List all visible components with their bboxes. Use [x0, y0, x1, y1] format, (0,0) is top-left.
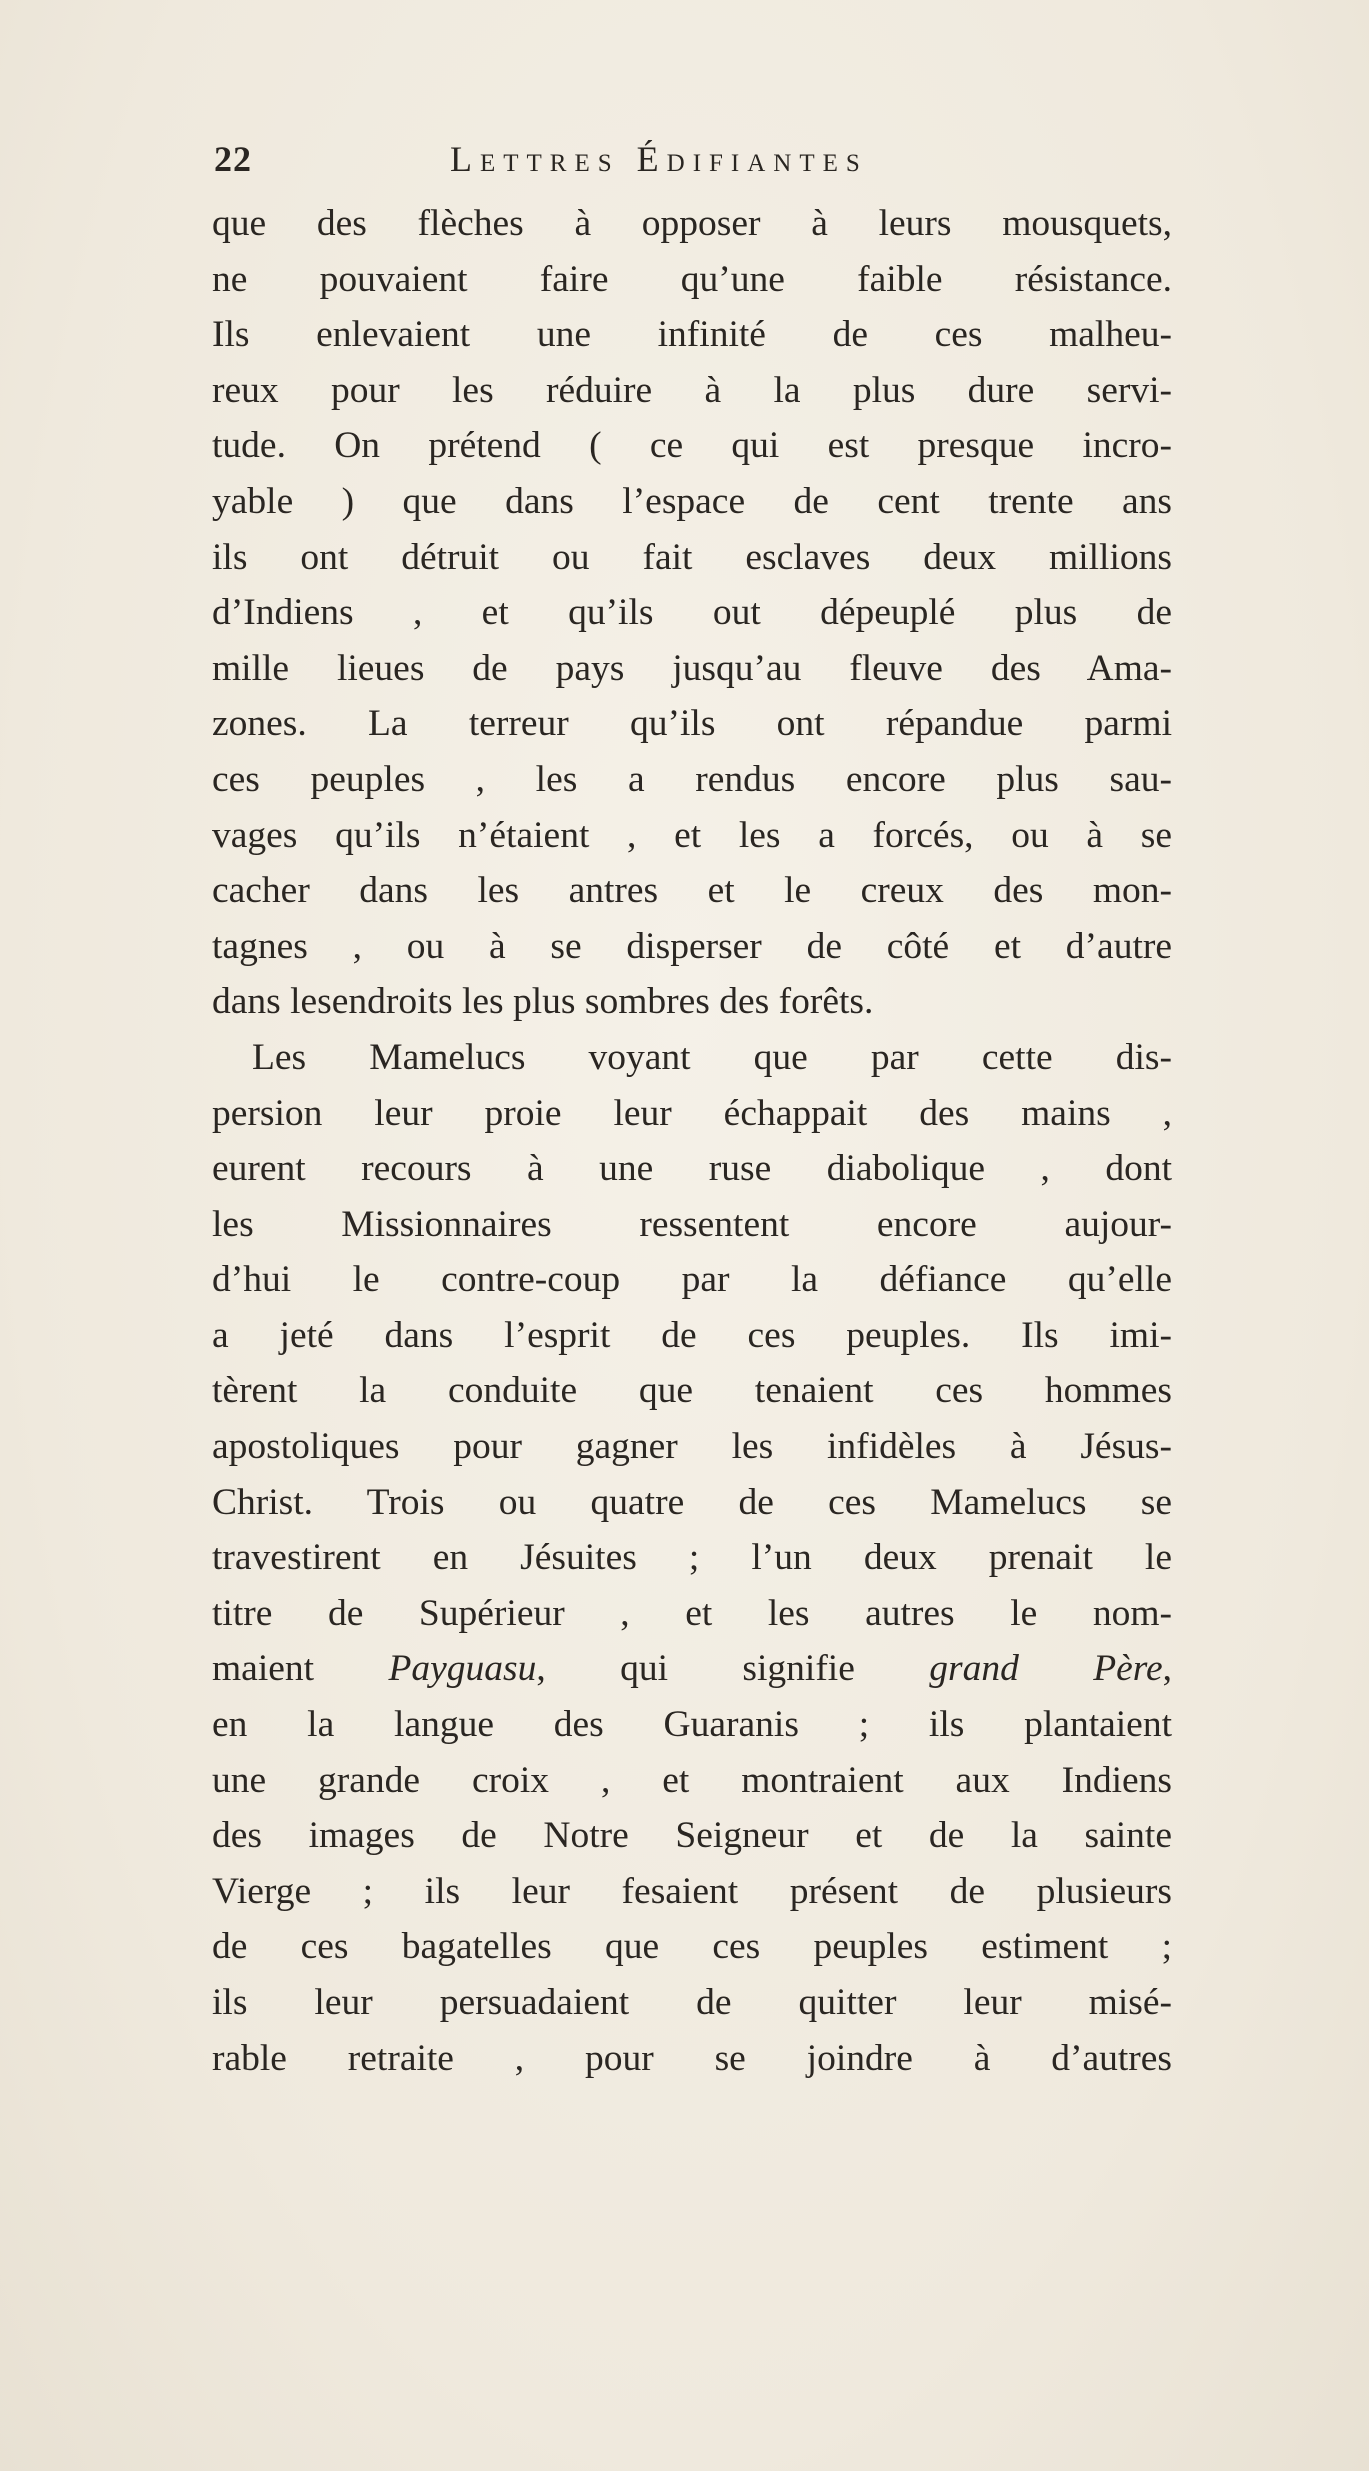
italic-phrase-grand-pere: grand Père — [929, 1648, 1163, 1690]
text-run: , — [1162, 1648, 1173, 1690]
text-run: , qui signifie — [536, 1648, 855, 1690]
text-line: ces peuples , les a rendus encore plus sau- — [212, 758, 1172, 800]
text-line: zones. La terreur qu’ils ont répandue parmi — [212, 703, 1172, 745]
paragraph-end-line: dans lesendroits les plus sombres des forêts. — [212, 981, 874, 1023]
text-line: reux pour les réduire à la plus dure servi- — [212, 369, 1172, 411]
running-title: Lettres Édifiantes — [450, 139, 868, 179]
text-line: a jeté dans l’esprit de ces peuples. Ils imi- — [212, 1314, 1172, 1356]
text-line: de ces bagatelles que ces peuples estiment ; — [212, 1926, 1172, 1968]
text-line: en la langue des Guaranis ; ils plantaient — [212, 1704, 1172, 1746]
page-header — [214, 138, 1154, 182]
text-line: tude. On prétend ( ce qui est presque incro- — [212, 425, 1172, 467]
text-line: apostoliques pour gagner les infidèles à Jésus- — [212, 1426, 1172, 1468]
text-line-with-italics — [212, 1641, 1172, 1697]
text-line: cacher dans les antres et le creux des mon- — [212, 870, 1172, 912]
text-line: d’hui le contre-coup par la défiance qu’elle — [212, 1259, 1172, 1301]
page-number: 22 — [214, 139, 252, 179]
text-line: mille lieues de pays jusqu’au fleuve des Ama- — [212, 647, 1172, 689]
text-line: une grande croix , et montraient aux Indiens — [212, 1759, 1172, 1801]
text-line: tèrent la conduite que tenaient ces hommes — [212, 1370, 1172, 1412]
text-line: ils ont détruit ou fait esclaves deux millions — [212, 536, 1172, 578]
text-line: eurent recours à une ruse diabolique , dont — [212, 1148, 1172, 1190]
text-line: rable retraite , pour se joindre à d’autres — [212, 2037, 1172, 2079]
text-line: Ils enlevaient une infinité de ces malheu- — [212, 314, 1172, 356]
text-line: persion leur proie leur échappait des mains , — [212, 1092, 1172, 1134]
text-line: yable ) que dans l’espace de cent trente ans — [212, 480, 1172, 522]
italic-word-payguasu: Payguasu — [388, 1648, 537, 1690]
text-line: titre de Supérieur , et les autres le nom- — [212, 1592, 1172, 1634]
text-line: tagnes , ou à se disperser de côté et d’autre — [212, 925, 1172, 967]
text-line: Christ. Trois ou quatre de ces Mamelucs se — [212, 1481, 1172, 1523]
text-line: d’Indiens , et qu’ils out dépeuplé plus de — [212, 592, 1172, 634]
text-run: maient — [212, 1648, 315, 1690]
text-line: ils leur persuadaient de quitter leur misé- — [212, 1982, 1172, 2023]
text-line: que des flèches à opposer à leurs mousquets, — [212, 203, 1172, 244]
paragraph-start-line: Les Mamelucs voyant que par cette dis- — [252, 1036, 1172, 1078]
text-line: travestirent en Jésuites ; l’un deux prenait le — [212, 1537, 1172, 1579]
text-line: Vierge ; ils leur fesaient présent de plusieurs — [212, 1870, 1172, 1912]
text-line: vages qu’ils n’étaient , et les a forcés, ou à se — [212, 814, 1172, 856]
body-text — [212, 196, 1172, 2086]
text-line: des images de Notre Seigneur et de la sainte — [212, 1815, 1172, 1857]
text-line: ne pouvaient faire qu’une faible résistance. — [212, 258, 1172, 300]
text-line: les Missionnaires ressentent encore aujour- — [212, 1203, 1172, 1245]
